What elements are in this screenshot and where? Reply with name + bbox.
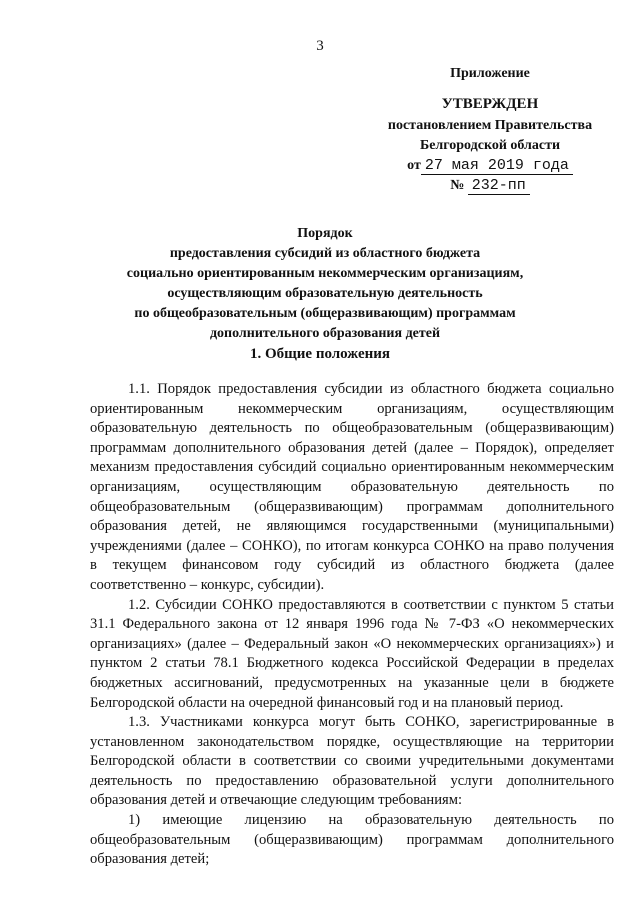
title-line: дополнительного образования детей [209, 326, 441, 341]
approval-date: 27 мая 2019 года [421, 157, 573, 175]
approved-by-line1: постановлением Правительства [387, 118, 593, 133]
title-line: Порядок [297, 226, 353, 241]
requirement-1: 1) имеющие лицензию на образовательную деятельность по общеобразовательным (общеразвивающим) программам дополнительного образования детей; [90, 812, 614, 868]
date-prefix: от [407, 158, 421, 173]
number-prefix: № [450, 178, 465, 193]
page-number: 3 [316, 38, 324, 54]
paragraph-1-3: 1.3. Участниками конкурса могут быть СОНКО, зарегистрированные в установленном законодательством порядке, осуществляющие на территории Белгородской области в соответствии со своими учредительными документами деятельность по предоставлению образовательной услуги дополнительного образования детей и отвечающие следующим требованиям: [90, 714, 614, 809]
approved-label: УТВЕРЖДЕН [441, 96, 539, 112]
title-line: по общеобразовательным (общеразвивающим) программам [134, 306, 516, 321]
document-body [90, 380, 614, 870]
appendix-label: Приложение [450, 66, 530, 81]
approval-number: 232-пп [468, 177, 530, 195]
title-line: социально ориентированным некоммерческим организациям, [126, 266, 524, 281]
paragraph-1-2: 1.2. Субсидии СОНКО предоставляются в соответствии с пунктом 5 статьи 31.1 Федерального закона от 12 января 1996 года № 7-ФЗ «О некоммерческих организациях» (далее – Федеральный закон «О некоммерческих организациях») и пунктом 2 статьи 78.1 Бюджетного кодекса Российской Федерации в пределах бюджетных ассигнований, предусмотренных на указанные цели в бюджете Белгородской области на очередной финансовый год и на плановый период. [90, 596, 614, 711]
approval-number-line [360, 176, 620, 196]
paragraph-1-1: 1.1. Порядок предоставления субсидии из областного бюджета социально ориентированным некоммерческим организациям, осуществляющим образовательную деятельность по общеобразовательным (общеразвивающим) программам дополнительного образования детей (далее – Порядок), определяет механизм предоставления субсидий социально ориентированным некоммерческим организациям, осуществляющим образовательную деятельность по общеобразовательным (общеразвивающим) программам дополнительного образования детей, не являющимся государственными (муниципальными) учреждениями (далее – СОНКО), по итогам конкурса СОНКО на право получения в текущем финансовом году субсидий из областного бюджета (далее соответственно – конкурс, субсидии). [90, 381, 614, 593]
title-line: осуществляющим образовательную деятельность [167, 286, 483, 301]
approval-block [360, 64, 620, 196]
section-heading: 1. Общие положения [249, 346, 391, 362]
document-title [60, 224, 590, 344]
approval-date-line [360, 156, 620, 176]
approved-by-line2: Белгородской области [419, 138, 561, 153]
title-line: предоставления субсидий из областного бюджета [169, 246, 481, 261]
